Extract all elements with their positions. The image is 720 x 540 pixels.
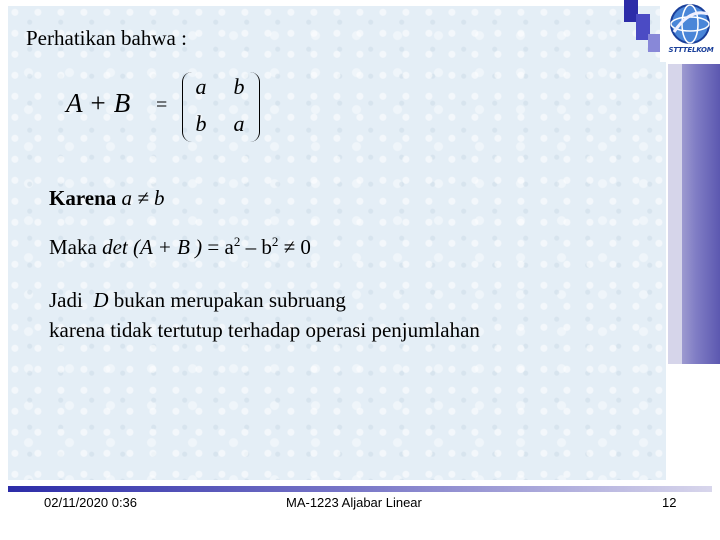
karena-line [49, 186, 165, 211]
sttelkom-logo [660, 0, 720, 62]
equation-lhs: A + B [66, 88, 131, 118]
det-equals: = a [207, 235, 234, 259]
maka-prefix: Maka [49, 235, 97, 259]
det-argument: (A + B ) [132, 235, 203, 259]
footer-course: MA-1223 Aljabar Linear [286, 495, 422, 510]
decorative-side-strip [668, 64, 720, 364]
slide-title: Perhatikan bahwa : [26, 26, 187, 50]
jadi-line-1 [49, 288, 346, 313]
det-minus: – b [245, 235, 272, 259]
footer-page-number: 12 [662, 495, 677, 510]
footer-divider [8, 486, 712, 492]
equals-sign: = [156, 94, 168, 116]
matrix-cell: b [195, 111, 207, 136]
maka-line [49, 235, 311, 260]
jadi-line-2: karena tidak tertutup terhadap operasi penjumlahan [49, 318, 480, 342]
karena-expr: a ≠ b [121, 186, 165, 210]
det-word: det [102, 235, 128, 259]
matrix-equation [66, 72, 266, 148]
jadi-rest: bukan merupakan subruang [113, 288, 346, 312]
globe-icon [666, 2, 714, 46]
det-tail: ≠ 0 [283, 235, 311, 259]
matrix-cell: a [195, 74, 207, 99]
logo-text: STTTELKOM [668, 46, 714, 54]
matrix-right-paren [249, 72, 260, 142]
jadi-prefix: Jadi [49, 288, 83, 312]
exponent: 2 [233, 234, 241, 249]
exponent: 2 [271, 234, 279, 249]
karena-label: Karena [49, 186, 117, 210]
matrix-cell: b [233, 74, 245, 99]
matrix-cell: a [233, 111, 245, 136]
matrix [182, 72, 260, 144]
footer-date: 02/11/2020 0:36 [44, 495, 138, 510]
set-d: D [93, 288, 109, 312]
